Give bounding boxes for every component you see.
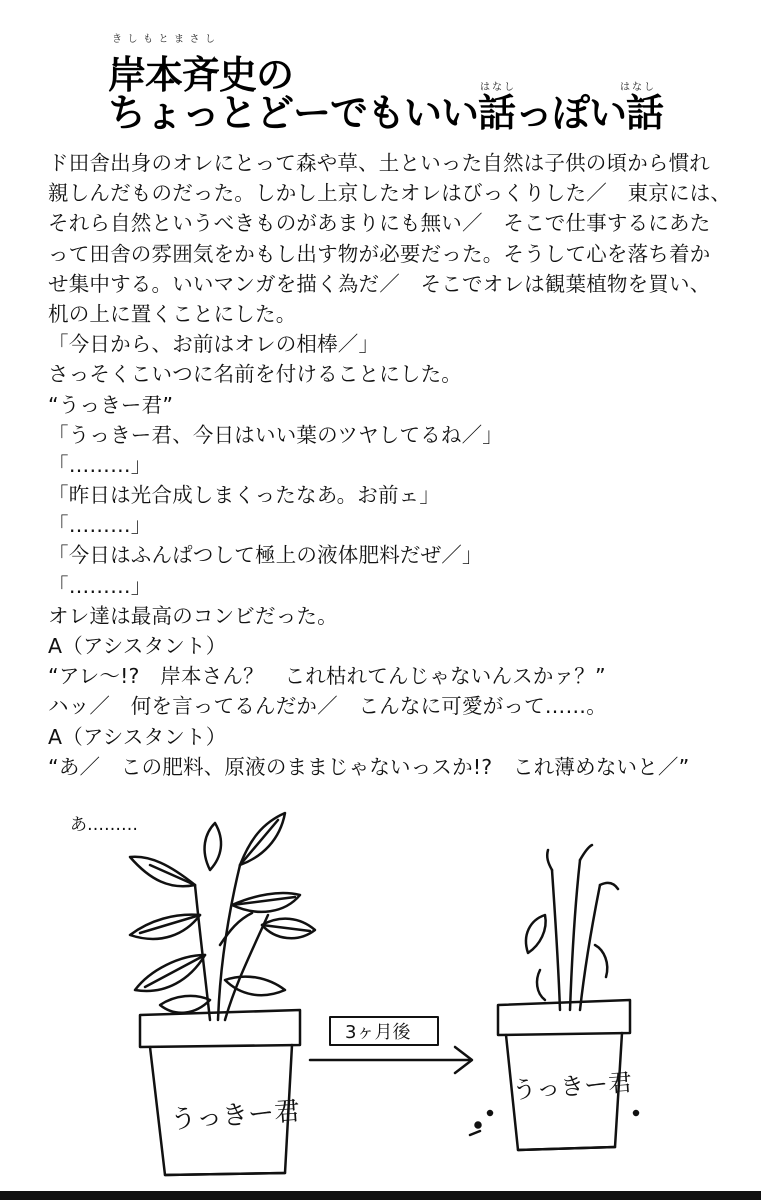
withered-plant (470, 845, 638, 1150)
title-ruby: きしもとまさし (112, 34, 221, 45)
body-line: 「昨日は光合成しまくったなあ。お前ェ」 (48, 483, 441, 508)
body-line: 「今日はふんぱつして極上の液体肥料だぜ／」 (48, 543, 483, 568)
body-line: 「………」 (48, 513, 152, 538)
title-line-1: 岸本斉史の (108, 53, 294, 97)
body-line: “あ／ この肥料、原液のままじゃないっスか!? これ薄めないと／” (48, 754, 690, 779)
body-line: 机の上に置くことにした。 (48, 301, 297, 326)
body-line: 親しんだものだった。しかし上京したオレはびっくりした／ 東京には、 (48, 181, 732, 206)
time-arrow (310, 1017, 472, 1073)
body-line: ド田舎出身のオレにとって森や草、土といった自然は子供の頃から慣れ (48, 151, 710, 175)
body-line: それら自然というべきものがあまりにも無い／ そこで仕事するにあた (48, 211, 711, 236)
healthy-plant (130, 813, 315, 1175)
body-line: “うっきー君” (48, 392, 174, 417)
body-line: せ集中する。いいマンガを描く為だ／ そこでオレは観葉植物を買い、 (48, 271, 711, 296)
body-line: 「………」 (48, 452, 152, 477)
body-line: ハッ／ 何を言ってるんだか／ こんなに可愛がって……。 (48, 694, 607, 719)
bottom-border (0, 1191, 761, 1200)
body-line: A（アシスタント） (48, 724, 227, 749)
plant-illustration (0, 795, 761, 1195)
body-line: 「………」 (48, 573, 152, 598)
body-line: 「今日から、お前はオレの相棒／」 (48, 332, 380, 357)
body-line: A（アシスタント） (48, 634, 227, 658)
hanashi-ruby-2: はなし (620, 82, 656, 93)
body-line: “アレ～!? 岸本さん？ これ枯れてんじゃないんスかァ？” (48, 664, 606, 689)
illustration-caption: あ……… (70, 815, 138, 835)
hanashi-ruby-1: はなし (480, 82, 516, 93)
body-line: さっそくこいつに名前を付けることにした。 (48, 362, 462, 387)
pot-label-right: うっきー君 (511, 1068, 633, 1105)
arrow-label: 3ヶ月後 (345, 1022, 411, 1043)
body-text (48, 148, 738, 782)
body-line: 「うっきー君、今日はいい葉のツヤしてるね／」 (48, 422, 503, 447)
body-line: オレ達は最高のコンビだった。 (48, 603, 338, 628)
title-line-2: ちょっとどーでもいい話っぽい話 (108, 91, 664, 135)
body-line: って田舎の雰囲気をかもし出す物が必要だった。そうして心を落ち着か (48, 241, 711, 266)
pot-label-left: うっきー君 (169, 1096, 302, 1136)
